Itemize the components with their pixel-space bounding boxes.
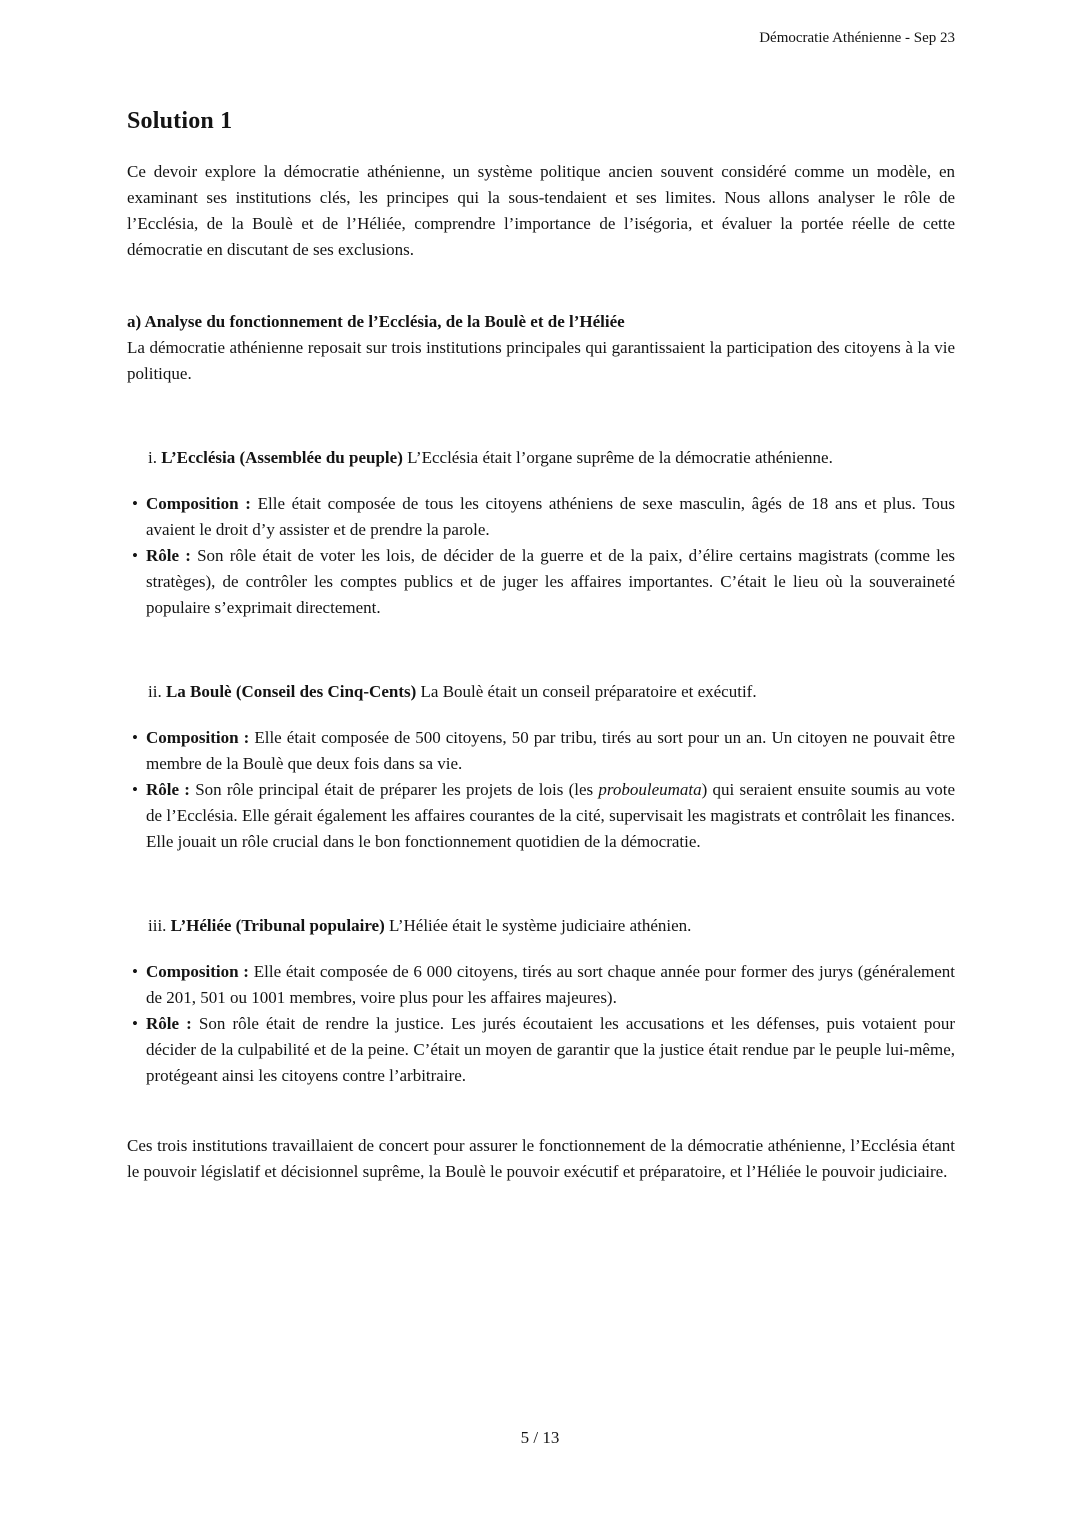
bullet-label: Composition : [146, 728, 250, 747]
item-marker: iii. [148, 916, 167, 935]
bullet-composition [127, 725, 955, 777]
bullet-label: Composition : [146, 494, 251, 513]
ecclesia-bullet-list [127, 491, 955, 621]
bullet-text: Son rôle était de rendre la justice. Les jurés écoutaient les accusations et les défenses, puis votaient pour décider de la culpabilité et de la peine. C’était un moyen de garantir que la justice était rendue par le peuple lui-même, protégeant ainsi les citoyens contre l’arbitraire. [146, 1014, 956, 1085]
institution-item-heliee [127, 913, 955, 939]
bullet-text-pre: Son rôle principal était de préparer les projets de lois (les [195, 780, 599, 799]
section-a-heading: a) Analyse du fonctionnement de l’Ecclésia, de la Boulè et de l’Héliée [127, 312, 625, 331]
boule-bullet-list [127, 725, 955, 855]
item-name: L’Ecclésia (Assemblée du peuple) [161, 448, 403, 467]
bullet-text: Son rôle était de voter les lois, de décider de la guerre et de la paix, d’élire certains magistrats (comme les stratèges), de contrôler les comptes publics et de juger les affaires importantes. C’était le lieu où la souveraineté populaire s’exprimait directement. [146, 546, 956, 617]
bullet-text: Elle était composée de tous les citoyens athéniens de sexe masculin, âgés de 18 ans et plus. Tous avaient le droit d’y assister et de prendre la parole. [146, 494, 956, 539]
bullet-text: Elle était composée de 500 citoyens, 50 par tribu, tirés au sort pour un an. Un citoyen ne pouvait être membre de la Boulè que deux fois dans sa vie. [146, 728, 955, 773]
bullet-role [127, 1011, 955, 1089]
item-marker: i. [148, 448, 157, 467]
heliee-bullet-list [127, 959, 955, 1089]
page-title: Solution 1 [127, 108, 233, 134]
bullet-text: Elle était composée de 6 000 citoyens, tirés au sort chaque année pour former des jurys (généralement de 201, 501 ou 1001 membres, voire plus pour les affaires majeures). [146, 962, 956, 1007]
bullet-role [127, 777, 955, 855]
bullet-label: Rôle : [146, 546, 191, 565]
running-header [759, 30, 955, 47]
bullet-label: Composition : [146, 962, 249, 981]
bullet-composition [127, 491, 955, 543]
item-name: L’Héliée (Tribunal populaire) [170, 916, 385, 935]
item-name: La Boulè (Conseil des Cinq-Cents) [165, 682, 417, 701]
closing-paragraph: Ces trois institutions travaillaient de concert pour assurer le fonctionnement de la démocratie athénienne, l’Ecclésia étant le pouvoir législatif et décisionnel suprême, la Boulè le pouvoir exécutif et préparatoire, et l’Héliée le pouvoir judiciaire. [127, 1136, 955, 1181]
institution-item-ecclesia [127, 445, 955, 471]
item-desc: La Boulè était un conseil préparatoire et exécutif. [420, 682, 757, 701]
page-footer [0, 1428, 1080, 1448]
bullet-label: Rôle : [146, 1014, 192, 1033]
document-content [127, 108, 955, 1185]
bullet-label: Rôle : [146, 780, 190, 799]
bullet-composition [127, 959, 955, 1011]
page-number: 5 / 13 [520, 1428, 560, 1447]
institution-item-boule [127, 679, 955, 705]
bullet-text-post: ) qui seraient ensuite soumis au vote de l’Ecclésia. Elle gérait également les affaires courantes de la cité, supervisait les magistrats et contrôlait les finances. Elle jouait un rôle crucial dans le bon fonctionnement quotidien de la démocratie. [146, 780, 955, 851]
item-marker: ii. [148, 682, 162, 701]
running-header-text: Démocratie Athénienne - Sep 23 [759, 30, 955, 46]
item-desc: L’Héliée était le système judiciaire athénien. [389, 916, 692, 935]
section-a-lead: La démocratie athénienne reposait sur trois institutions principales qui garantissaient la participation des citoyens à la vie politique. [127, 338, 955, 383]
item-desc: L’Ecclésia était l’organe suprême de la démocratie athénienne. [407, 448, 833, 467]
bullet-role [127, 543, 955, 621]
intro-paragraph: Ce devoir explore la démocratie athénienne, un système politique ancien souvent considéré comme un modèle, en examinant ses institutions clés, les principes qui la sous-tendaient et ses limites. Nous allons analyser le rôle de l’Ecclésia, de la Boulè et de l’Héliée, comprendre l’importance de l’iségoria, et évaluer la portée réelle de cette démocratie en discutant de ses exclusions. [127, 162, 955, 259]
bullet-text-italic: probouleumata [598, 780, 702, 799]
